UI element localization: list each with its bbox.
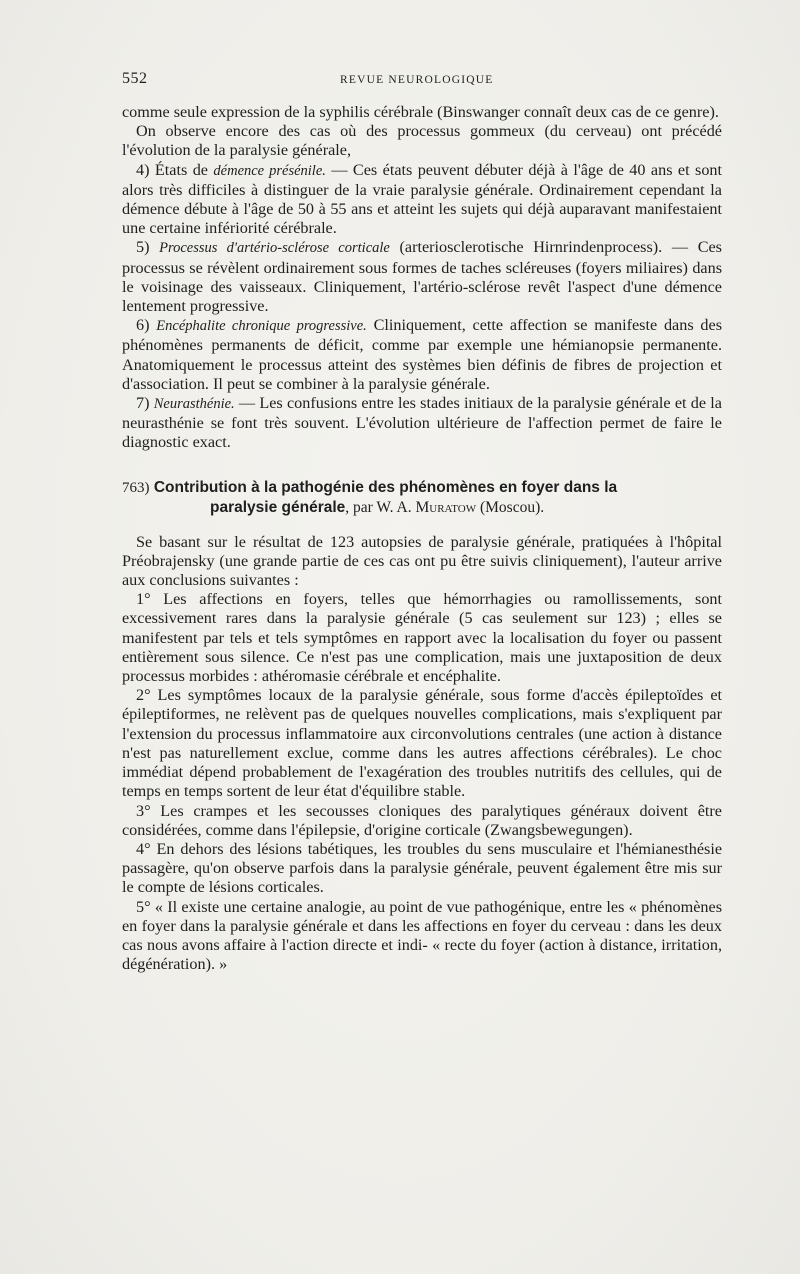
article-byline: , par W. A. (345, 498, 416, 516)
conclusion-2: 2° Les symptômes locaux de la paralysie générale, sous forme d'accès épileptoïdes et épileptiformes, ne relèvent pas de quelques nouvelles complications, mais s'expliquent par l'extension du processus inflammatoire aux circonvolutions centrales (une action à distance n'est pas naturellement exclue, comme dans les autres affections cérébrales). Le choc immédiat dépend probablement de l'exagération des troubles nutritifs des cellules, qui de temps en temps sortent de leur état d'équilibre stable. (122, 686, 722, 801)
item-number: 5) (136, 238, 150, 257)
paragraph-gummous: On observe encore des cas où des processus gommeux (du cerveau) ont précédé l'évolution de la paralysie générale, (122, 122, 722, 160)
article-title (122, 478, 722, 517)
article-number: 763) (122, 479, 150, 496)
item-4-presenile-dementia (122, 161, 722, 239)
article-author: Muratow (415, 498, 477, 516)
item-title: démence présénile. (213, 162, 326, 179)
item-title: Neurasthénie. (153, 396, 235, 413)
item-5-arteriosclerosis (122, 238, 722, 316)
article-affiliation: (Moscou). (476, 498, 545, 516)
article-intro: Se basant sur le résultat de 123 autopsies de paralysie générale, pratiquées à l'hôpital Préobrajensky (une grande partie de ces cas ont pu être suivis cliniquement), l'auteur arrive aux conclusions suivantes : (122, 532, 722, 590)
item-text: (arteriosclerotische Hirnrindenprocess). — Ces processus se révèlent ordinairement sous formes de taches scléreuses (foyers miliaires) dans le voisinage des vaisseaux. Cliniquement, l'artério-sclérose revêt l'aspect d'une démence lentement progressive. (122, 238, 722, 316)
page-body (122, 103, 722, 974)
item-7-neurasthenia (122, 394, 722, 453)
conclusion-3: 3° Les crampes et les secousses cloniques des paralytiques généraux doivent être considérées, comme dans l'épilepsie, d'origine corticale (Zwangsbewegungen). (122, 801, 722, 839)
article-title-line2: paralysie générale (210, 498, 346, 516)
item-6-encephalitis (122, 316, 722, 394)
item-lead: États de (154, 160, 208, 179)
running-title: REVUE NEUROLOGIQUE (340, 74, 494, 86)
item-text: Cliniquement, cette affection se manifeste dans des phénomènes permanents de déficit, comme par exemple une hémianopsie permanente. Anatomiquement le processus atteint des systèmes bien définis de fibres de projection et d'association. Il peut se combiner à la paralysie générale. (122, 316, 723, 393)
item-number: 6) (136, 316, 150, 335)
continued-paragraph: comme seule expression de la syphilis cérébrale (Binswanger connaît deux cas de ce genre). (122, 103, 719, 121)
page-header (122, 70, 722, 94)
item-text: — Ces états peuvent débuter déjà à l'âge de 40 ans et sont alors très difficiles à distinguer de la vraie paralysie générale. Ordinairement cependant la démence débute à l'âge de 50 à 55 ans et atteint les sujets qui déjà auparavant manifestaient une certaine infériorité cérébrale. (122, 160, 723, 238)
page-number: 552 (122, 70, 148, 87)
item-text: — Les confusions entre les stades initiaux de la paralysie générale et de la neurasthénie se font très souvent. L'évolution ultérieure de l'affection permet de faire le diagnostic exact. (122, 394, 722, 452)
conclusion-1: 1° Les affections en foyers, telles que hémorrhagies ou ramollissements, sont excessivement rares dans la paralysie générale (5 cas seulement sur 123) ; elles se manifestent par tels et tels symptômes en rapport avec la localisation du foyer ou passent entièrement sous silence. Ce n'est pas une complication, mais une juxtaposition de deux processus morbides : athéromasie cérébrale et encéphalite. (122, 590, 722, 686)
item-title: Encéphalite chronique progressive. (156, 318, 367, 335)
item-number: 4) (136, 160, 150, 179)
conclusion-5: 5° « Il existe une certaine analogie, au point de vue pathogénique, entre les « phénomènes en foyer dans la paralysie générale et dans les affections en foyer du cerveau : dans les deux cas nous avons affaire à l'action directe et indi- « recte du foyer (action à distance, irritation, dégénération). » (122, 897, 722, 974)
item-title: Processus d'artério-sclérose corticale (159, 240, 390, 257)
item-number: 7) (136, 394, 150, 413)
conclusion-4: 4° En dehors des lésions tabétiques, les troubles du sens musculaire et l'hémianesthésie passagère, qu'on observe parfois dans la paralysie générale, peuvent également être mis sur le compte de lésions corticales. (122, 839, 722, 897)
article-title-line1: Contribution à la pathogénie des phénomènes en foyer dans la (153, 478, 618, 496)
